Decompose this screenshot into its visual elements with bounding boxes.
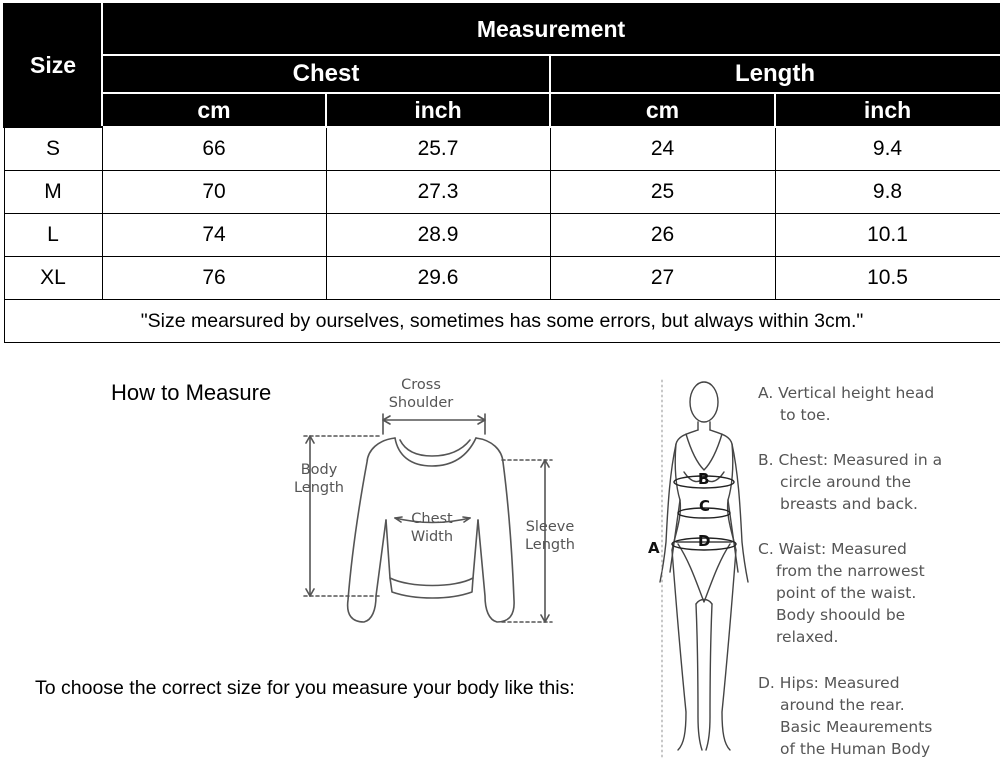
chest-cm-cell: 76 xyxy=(102,257,326,300)
body-length-label-2: Length xyxy=(293,480,344,496)
size-chart-table xyxy=(3,3,1000,343)
chest-inch-cell: 28.9 xyxy=(326,214,550,257)
sleeve-length-label-1: Sleeve xyxy=(525,519,575,535)
length-cm-cell: 25 xyxy=(550,171,775,214)
height-desc-line-1: A. Vertical height head xyxy=(758,384,935,402)
length-inch-header: inch xyxy=(775,93,1000,127)
length-inch-cell: 10.5 xyxy=(775,257,1000,300)
length-inch-cell: 9.8 xyxy=(775,171,1000,214)
table-row xyxy=(4,214,1000,257)
waist-desc-line-2: from the narrowest xyxy=(776,562,925,580)
size-cell: M xyxy=(4,171,102,214)
size-cell: XL xyxy=(4,257,102,300)
length-inch-cell: 9.4 xyxy=(775,127,1000,171)
table-row xyxy=(4,127,1000,171)
cross-shoulder-label-1: Cross xyxy=(401,377,441,393)
cross-shoulder-label-2: Shoulder xyxy=(388,395,454,411)
chest-inch-cell: 25.7 xyxy=(326,127,550,171)
length-header: Length xyxy=(550,55,1000,93)
measurement-header: Measurement xyxy=(102,4,1000,55)
chest-width-label-1: Chest xyxy=(411,511,453,527)
hips-description xyxy=(758,672,932,760)
how-to-measure-title: How to Measure xyxy=(111,380,272,405)
height-description xyxy=(758,382,934,426)
table-row xyxy=(4,257,1000,300)
chest-cm-cell: 66 xyxy=(102,127,326,171)
length-cm-header: cm xyxy=(550,93,775,127)
length-cm-cell: 24 xyxy=(550,127,775,171)
chest-description xyxy=(758,449,942,515)
hips-desc-line-2: around the rear. xyxy=(780,696,905,714)
chest-inch-cell: 29.6 xyxy=(326,257,550,300)
body-figure-diagram xyxy=(640,372,750,762)
waist-desc-line-4: Body shoould be xyxy=(776,606,906,624)
waist-desc-line-1: C. Waist: Measured xyxy=(758,540,907,558)
instruction-text: To choose the correct size for you measure your body like this: xyxy=(35,677,575,699)
sleeve-length-label-2: Length xyxy=(524,537,575,553)
chest-desc-line-2: circle around the xyxy=(780,473,912,491)
chest-inch-header: inch xyxy=(326,93,550,127)
waist-desc-line-3: point of the waist. xyxy=(776,584,917,602)
size-cell: L xyxy=(4,214,102,257)
hips-desc-line-3: Basic Meaurements xyxy=(780,718,933,736)
length-cm-cell: 26 xyxy=(550,214,775,257)
body-length-label-1: Body xyxy=(300,462,338,478)
hips-desc-line-4: of the Human Body xyxy=(780,740,931,758)
letter-b-label: B xyxy=(698,470,710,488)
chest-cm-cell: 70 xyxy=(102,171,326,214)
length-cm-cell: 27 xyxy=(550,257,775,300)
hips-desc-line-1: D. Hips: Measured xyxy=(758,674,900,692)
letter-a-label: A xyxy=(648,539,660,557)
chest-inch-cell: 27.3 xyxy=(326,171,550,214)
length-inch-cell: 10.1 xyxy=(775,214,1000,257)
size-cell: S xyxy=(4,127,102,171)
letter-d-label: D xyxy=(698,532,711,550)
letter-c-label: C xyxy=(699,497,711,515)
chest-cm-cell: 74 xyxy=(102,214,326,257)
chest-desc-line-3: breasts and back. xyxy=(780,495,918,513)
waist-description xyxy=(758,538,925,648)
measurement-note: "Size mearsured by ourselves, sometimes has some errors, but always within 3cm." xyxy=(4,300,1000,343)
chest-width-label-2: Width xyxy=(410,529,454,545)
height-desc-line-2: to toe. xyxy=(780,406,831,424)
table-row xyxy=(4,171,1000,214)
chest-header: Chest xyxy=(102,55,550,93)
size-header: Size xyxy=(4,4,102,127)
chest-desc-line-1: B. Chest: Measured in a xyxy=(758,451,943,469)
chest-cm-header: cm xyxy=(102,93,326,127)
waist-desc-line-5: relaxed. xyxy=(776,628,839,646)
